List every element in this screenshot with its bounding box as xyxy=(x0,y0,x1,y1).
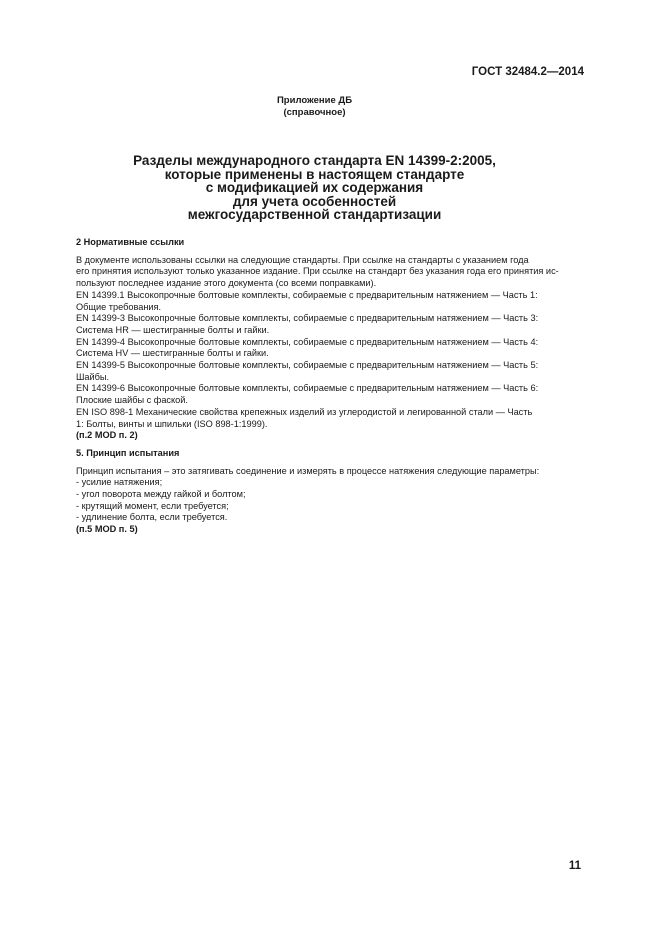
section-5-heading: 5. Принцип испытания xyxy=(76,447,180,458)
section-5-intro: Принцип испытания – это затягивать соединение и измерять в процессе натяжения следующие параметры: xyxy=(76,465,540,476)
title-line: с модификацией их содержания xyxy=(205,180,424,195)
page-number: 11 xyxy=(568,860,581,872)
reference-first-line: EN 14399-5 Высокопрочные болтовые комплекты, собираемые с предварительным натяжением — Часть 5: xyxy=(76,360,539,371)
reference-item xyxy=(76,313,584,336)
list-item: - угол поворота между гайкой и болтом; xyxy=(76,489,246,500)
reference-continuation: Плоские шайбы с фаской. xyxy=(76,395,188,406)
reference-first-line: EN 14399-3 Высокопрочные болтовые комплекты, собираемые с предварительным натяжением — Часть 3: xyxy=(76,313,539,324)
reference-continuation: Шайбы. xyxy=(76,371,110,382)
title-line: Разделы международного стандарта EN 14399-2:2005, xyxy=(133,153,496,168)
reference-item xyxy=(76,290,584,313)
reference-continuation: Система HV — шестигранные болты и гайки. xyxy=(76,348,269,359)
annex-status: (справочное) xyxy=(283,107,346,118)
reference-first-line: EN 14399-4 Высокопрочные болтовые комплекты, собираемые с предварительным натяжением — Часть 4: xyxy=(76,336,539,347)
section-2-heading: 2 Нормативные ссылки xyxy=(76,237,185,247)
annex-heading xyxy=(0,95,629,119)
annex-title xyxy=(0,154,629,222)
text-line: его принятия используют только указанное издание. При ссылке на стандарт без указания года его принятия ис- xyxy=(76,266,559,277)
reference-item xyxy=(76,383,584,406)
reference-item xyxy=(76,337,584,360)
reference-list xyxy=(76,290,584,430)
list-item: - усилие натяжения; xyxy=(76,477,163,488)
annex-label: Приложение ДБ xyxy=(276,95,353,106)
reference-continuation: Общие требования. xyxy=(76,301,162,312)
reference-continuation: Система HR — шестигранные болты и гайки. xyxy=(76,324,270,335)
section-2-mod-note: (п.2 MOD п. 2) xyxy=(76,430,138,441)
document-body xyxy=(76,237,584,542)
reference-continuation: 1: Болты, винты и шпильки (ISO 898-1:1999). xyxy=(76,418,268,429)
reference-first-line: EN ISO 898-1 Механические свойства крепежных изделий из углеродистой и легированной стали — Часть xyxy=(76,406,533,417)
reference-first-line: EN 14399.1 Высокопрочные болтовые комплекты, собираемые с предварительным натяжением — Часть 1: xyxy=(76,289,538,300)
title-line: которые применены в настоящем стандарте xyxy=(164,166,465,182)
reference-item xyxy=(76,360,584,383)
section-5-body xyxy=(76,466,584,525)
text-line: пользуют последнее издание этого документа (со всеми поправками). xyxy=(76,278,377,289)
title-line: межгосударственной стандартизации xyxy=(187,207,442,222)
section-2-intro xyxy=(76,255,584,290)
reference-item xyxy=(76,407,584,430)
section-5-mod-note: (п.5 MOD п. 5) xyxy=(76,524,138,535)
list-item: - крутящий момент, если требуется; xyxy=(76,500,229,511)
title-line: для учета особенностей xyxy=(232,193,397,209)
text-line: В документе использованы ссылки на следующие стандарты. При ссылке на стандарты с указанием года xyxy=(76,254,529,265)
reference-first-line: EN 14399-6 Высокопрочные болтовые комплекты, собираемые с предварительным натяжением — Часть 6: xyxy=(76,383,539,394)
list-item: - удлинение болта, если требуется. xyxy=(76,512,228,523)
document-code: ГОСТ 32484.2—2014 xyxy=(471,66,584,78)
